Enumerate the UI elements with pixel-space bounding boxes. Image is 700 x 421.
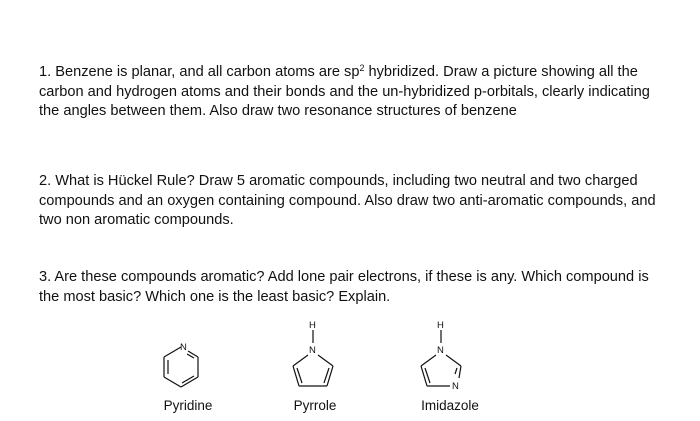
question-2: 2. What is Hückel Rule? Draw 5 aromatic compounds, including two neutral and two charged compounds and an oxygen containing compound. Also draw two anti-aromatic compounds, and two non aromatic compounds. xyxy=(39,173,656,228)
question-1-text-a: 1. Benzene is planar, and all carbon atoms are sp xyxy=(39,64,360,80)
imidazole-hydrogen: H xyxy=(437,320,444,331)
imidazole-nitrogen-1: N xyxy=(437,345,444,356)
imidazole-nitrogen-3: N xyxy=(452,381,459,392)
pyridine-nitrogen: N xyxy=(180,342,187,353)
question-1 xyxy=(39,63,669,122)
pyridine-label: Pyridine xyxy=(163,398,213,413)
pyridine-structure xyxy=(155,316,225,396)
pyrrole-nitrogen: N xyxy=(309,345,316,356)
imidazole-structure xyxy=(411,316,481,396)
question-1-text-b: hybridized. Draw a picture showing all the carbon and hydrogen atoms and their bonds and the un-hybridized p-orbitals, clearly indicating the angles between them. Also draw two resonance structures of benzene xyxy=(39,64,650,119)
pyrrole-structure xyxy=(283,316,353,396)
question-3: 3. Are these compounds aromatic? Add lone pair electrons, if these is any. Which compound is the most basic? Which one is the least basic? Explain. xyxy=(39,269,649,305)
pyrrole-label: Pyrrole xyxy=(293,398,337,413)
question-1-superscript: 2 xyxy=(359,63,365,73)
imidazole-label: Imidazole xyxy=(421,398,479,413)
pyrrole-hydrogen: H xyxy=(309,320,316,331)
